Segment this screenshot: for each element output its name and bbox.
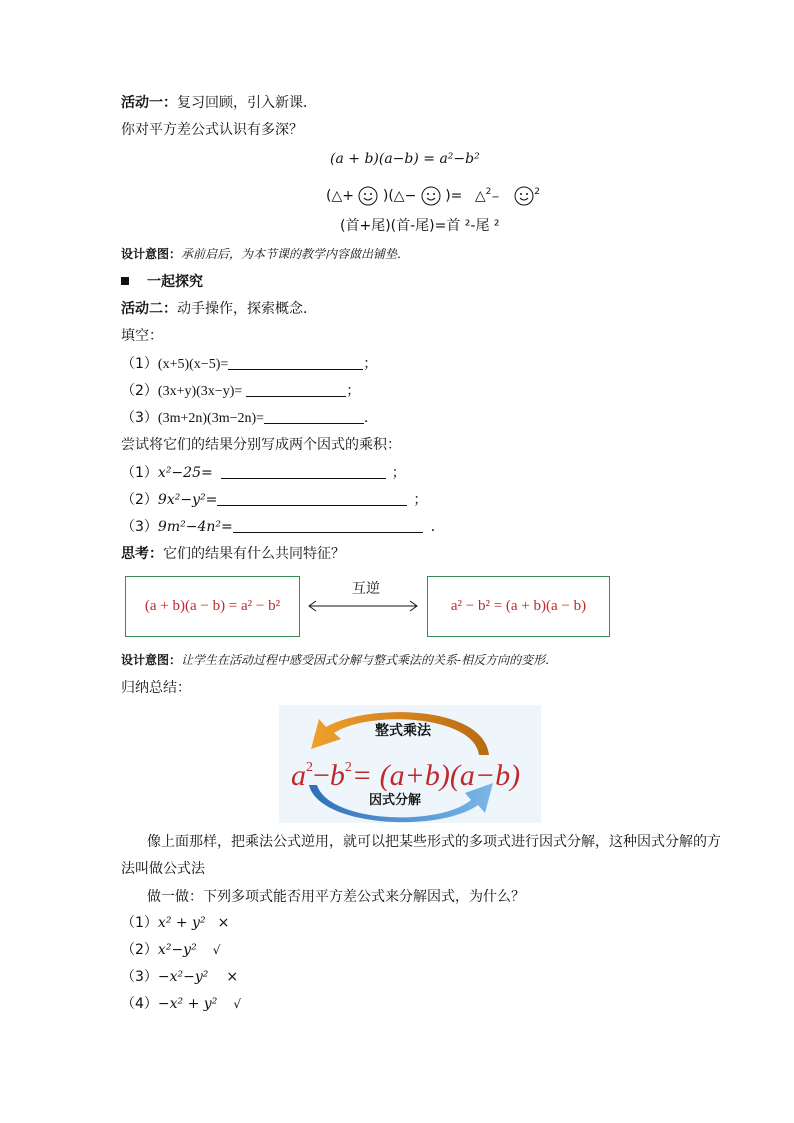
item-num: （1） (121, 915, 158, 931)
intent2-text: 让学生在活动过程中感受因式分解与整式乘法的关系-相反方向的变形． (181, 653, 558, 667)
fill-item-2 (121, 381, 360, 402)
item-mark: √ (233, 997, 241, 1011)
formula-minus: − (313, 759, 330, 792)
formula-box-multiplication: (a + b)(a − b) = a² − b² (125, 576, 300, 637)
intent2-label: 设计意图： (121, 653, 182, 667)
item-end: ； (363, 356, 378, 372)
formula-a: a (291, 759, 306, 792)
think-text: 它们的结果有什么共同特征？ (163, 546, 345, 562)
smiley-icon (421, 186, 441, 206)
item-expr: x²−y² (157, 942, 197, 958)
item-end: ． (364, 410, 379, 426)
fill-item-3 (121, 408, 378, 429)
intent1-label: 设计意图： (121, 247, 182, 261)
smiley-icon (514, 186, 534, 206)
paragraph-line-2: 法叫做公式法 (121, 861, 205, 877)
item-expr: 9x²−y²= (157, 492, 218, 508)
item-end: ； (413, 492, 428, 508)
item-num: （3） (121, 519, 158, 535)
activity1-line (121, 93, 317, 113)
item-num: （1） (121, 356, 158, 372)
factor-item-3 (121, 517, 445, 537)
item-expr: (x+5)(x−5)= (157, 357, 229, 372)
item-expr: 9m²−4n²= (157, 519, 233, 535)
paragraph-line-1: 像上面那样，把乘法公式逆用，就可以把某些形式的多项式进行因式分解，这种因式分解的方 (147, 834, 721, 850)
item-num: （3） (121, 410, 158, 426)
practice-prompt: 做一做：下列多项式能否用平方差公式来分解因式，为什么？ (147, 889, 525, 905)
summary-diagram (279, 705, 541, 823)
item-num: （1） (121, 465, 158, 481)
formula-box-factorization: a² − b² = (a + b)(a − b) (427, 576, 610, 637)
item-num: （2） (121, 492, 158, 508)
factor-item-2 (121, 490, 427, 510)
item-mark: × (217, 915, 230, 931)
factorization-label: 因式分解 (369, 793, 422, 808)
activity2-text: 动手操作，探索概念． (177, 301, 317, 317)
item-end: ； (346, 383, 361, 399)
item-expr: x²−25= (157, 465, 213, 481)
f2-sq: 2 (485, 187, 492, 197)
f2-sq2: 2 (534, 187, 540, 197)
item-mark: × (226, 969, 239, 985)
think-label: 思考： (121, 546, 163, 562)
item-num: （2） (121, 942, 158, 958)
practice-item-2 (121, 940, 220, 960)
fill-in-title: 填空： (121, 328, 163, 344)
item-expr: x² + y² (157, 915, 206, 931)
item-num: （4） (121, 996, 158, 1012)
f2-close: )= (445, 188, 463, 204)
activity1-question: 你对平方差公式认识有多深？ (121, 122, 303, 138)
answer-blank[interactable] (217, 491, 407, 506)
item-expr: (3x+y)(3x−y)= (157, 384, 243, 399)
f2-minus: − (491, 192, 500, 203)
bullet-square-icon (121, 277, 129, 285)
section-title: 一起探究 (147, 274, 203, 290)
practice-item-4 (121, 994, 241, 1014)
try-instruction: 尝试将它们的结果分别写成两个因式的乘积： (121, 437, 401, 453)
design-intent-2 (121, 650, 557, 670)
multiplication-label: 整式乘法 (375, 723, 431, 739)
answer-blank[interactable] (228, 355, 363, 370)
item-expr: −x² + y² (157, 996, 218, 1012)
answer-blank[interactable] (264, 409, 364, 424)
item-num: （2） (121, 383, 158, 399)
answer-blank[interactable] (233, 518, 423, 533)
f2-triangle: △ (474, 188, 486, 204)
f2-mid: )(△− (382, 188, 417, 204)
activity2-label: 活动二： (121, 301, 177, 317)
practice-item-1 (121, 913, 229, 933)
answer-blank[interactable] (246, 382, 346, 397)
item-expr: (3m+2n)(3m−2n)= (157, 411, 265, 426)
item-end: ； (391, 465, 406, 481)
practice-item-3 (121, 967, 238, 987)
activity1-label: 活动一： (121, 95, 177, 111)
factor-item-1 (121, 463, 406, 483)
design-intent-1 (121, 244, 409, 264)
item-num: （3） (121, 969, 158, 985)
item-expr: −x²−y² (157, 969, 209, 985)
f2-open: (△+ (326, 188, 354, 204)
smiley-icon (358, 186, 378, 206)
answer-blank[interactable] (221, 464, 386, 479)
item-mark: √ (212, 943, 221, 957)
fill-item-1 (121, 354, 377, 375)
intent1-text: 承前启后，为本节课的教学内容做出铺垫． (181, 247, 410, 261)
formula-smiley (326, 180, 540, 210)
summary-formula (291, 751, 520, 793)
summary-label: 归纳总结： (121, 680, 191, 696)
activity2-line (121, 299, 317, 319)
activity1-text: 复习回顾，引入新课． (177, 95, 317, 111)
think-line (121, 544, 345, 564)
formula-b: b (329, 759, 345, 792)
formula-head-tail: (首+尾)(首-尾)=首 ²-尾 ² (340, 218, 500, 234)
formula-difference-of-squares: (a + b)(a−b) = a²−b² (330, 151, 480, 167)
item-end: ． (430, 519, 445, 535)
double-arrow-icon (306, 598, 420, 614)
formula-exp: 2 (306, 760, 313, 775)
inverse-label: 互逆 (352, 581, 380, 597)
section-header (121, 272, 203, 292)
formula-rest: = (a+b)(a−b) (351, 759, 521, 792)
formula-exp: 2 (344, 760, 352, 775)
